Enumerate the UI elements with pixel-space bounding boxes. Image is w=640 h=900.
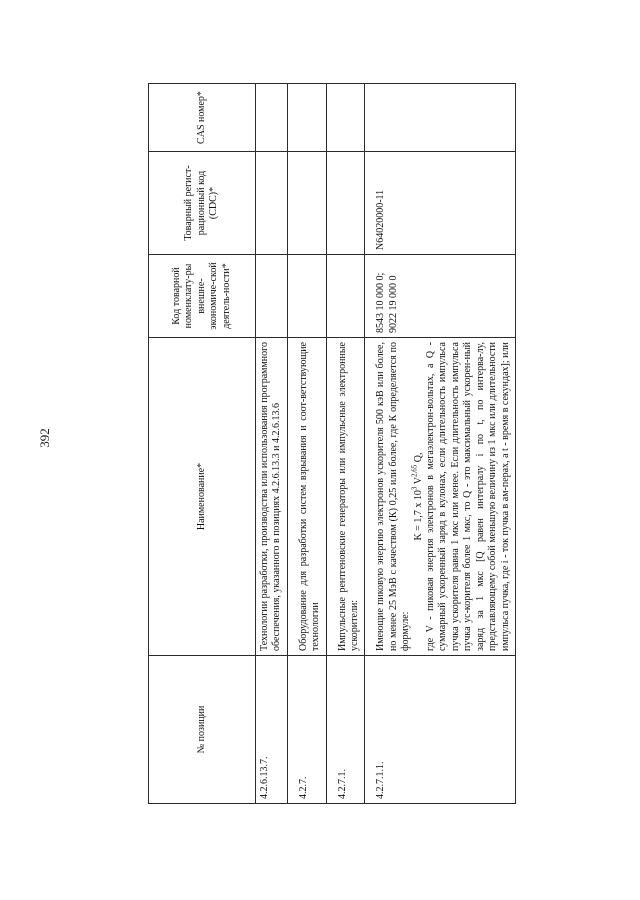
- row-cas: [365, 84, 515, 152]
- row-cas: [326, 84, 365, 152]
- formula-mid: V: [412, 477, 424, 487]
- page-number: 392: [37, 428, 52, 448]
- page-content: [52, 0, 632, 900]
- header-tn-ved-code: Код товарной номенклату-ры внешне-экономиче-ской деятель-ности*: [149, 255, 256, 338]
- formula-lhs: K = 1,7 x 10: [412, 490, 424, 541]
- row-position: 4.2.7.1.1.: [365, 656, 515, 804]
- row-tn-ved: [287, 255, 326, 338]
- header-cdc-code: Товарный регист-рационный код (CDC)*: [149, 152, 256, 255]
- row-cdc: [287, 152, 326, 255]
- row-name-definition: где V - пиковая энергия электронов в мегаэлектрон-вольтах, а Q - суммарный ускоренный заряд в кулонах, если длительность импульса пучка ускорителя равна 1 мкс или менее. Если длительность импульса пучка ус-корителя более 1 мкс, то Q - это максимальный ускорен-ный заряд за 1 мкс [Q равен интегралу i по t, по интерва-лу, представляющему собой меньшую величину из 1 мкс или длительности импульса пучка, где i - ток пучка в ам-перах, а t - время в секундах]; или: [425, 342, 511, 651]
- export-control-table: [148, 83, 516, 804]
- row-cdc: [326, 152, 365, 255]
- row-position: 4.2.7.1.: [326, 656, 365, 804]
- table-header-row: [149, 84, 256, 804]
- row-tn-ved: [326, 255, 365, 338]
- row-cdc: N64020000-11: [365, 152, 515, 255]
- formula-rhs: Q,: [412, 452, 424, 465]
- table-row: [256, 84, 288, 804]
- row-name: Импульсные рентгеновские генераторы или импульсные электронные ускорители:: [326, 338, 365, 656]
- row-cas: [287, 84, 326, 152]
- table-row: [365, 84, 515, 804]
- formula-exponent-1: 3: [410, 486, 419, 491]
- row-name-intro: Имеющие пиковую энергию электронов ускорителя 500 кэВ или более, но менее 25 МэВ с качеством (К) 0,25 или более, где К определяется по формуле:: [375, 342, 412, 651]
- row-cas: [256, 84, 288, 152]
- table-row: [287, 84, 326, 804]
- row-name: [365, 338, 515, 656]
- row-position: 4.2.7.: [287, 656, 326, 804]
- header-name: Наименование*: [149, 338, 256, 656]
- rotated-table-wrapper: [52, 0, 632, 900]
- row-name: Технологии разработки, производства или использования программного обеспечения, указанного в позициях 4.2.6.13.3 и 4.2.6.13.6: [256, 338, 288, 656]
- row-cdc: [256, 152, 288, 255]
- row-name: Оборудование для разработки систем взрывания и соот-ветствующие технологии: [287, 338, 326, 656]
- row-position: 4.2.6.13.7.: [256, 656, 288, 804]
- row-tn-ved: [256, 255, 288, 338]
- formula-exponent-2: 2,65: [410, 464, 419, 478]
- table-row: [326, 84, 365, 804]
- row-tn-ved: 8543 10 000 0; 9022 19 000 0: [365, 255, 515, 338]
- header-cas-number: CAS номер*: [149, 84, 256, 152]
- header-position: № позиции: [149, 656, 256, 804]
- quality-formula: [410, 342, 425, 651]
